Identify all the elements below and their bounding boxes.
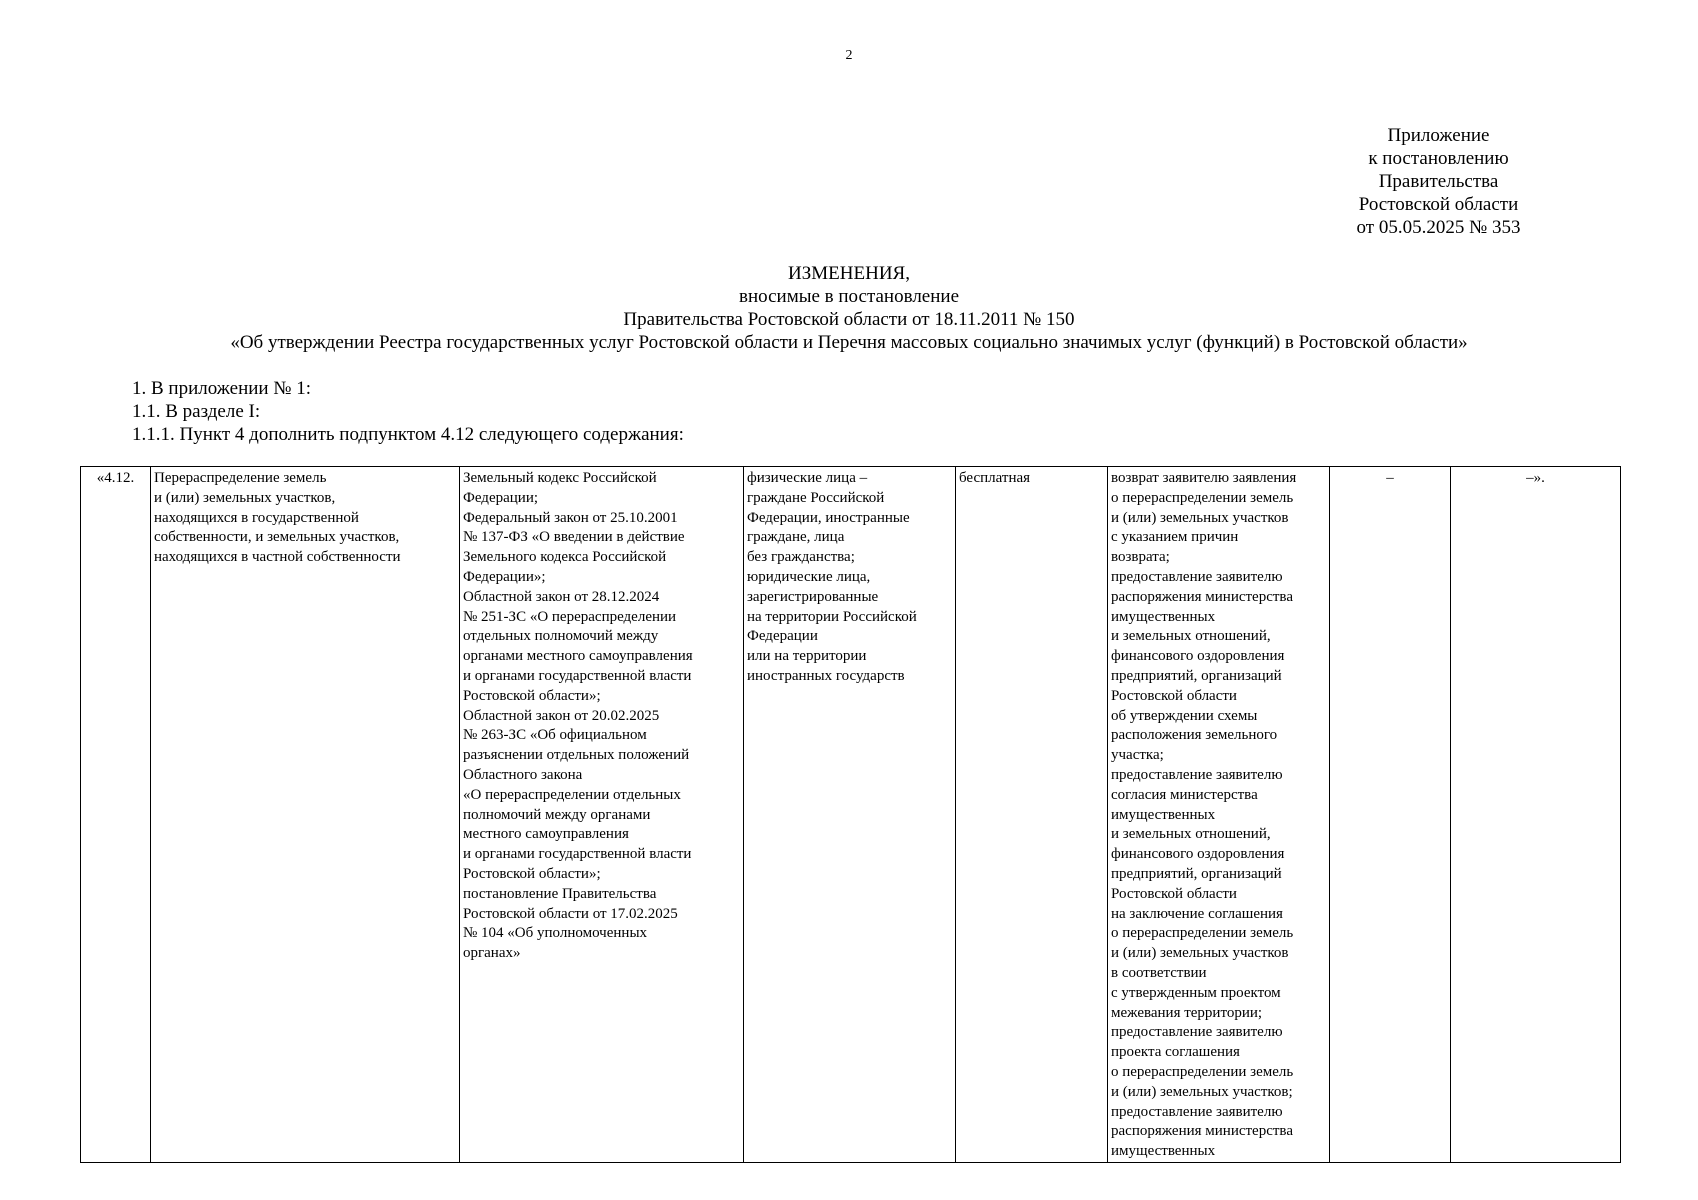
result-cell <box>1108 467 1330 1163</box>
line-list <box>747 469 952 687</box>
cell-text-line: и земельных отношений, <box>1111 628 1271 645</box>
cell-text-line: проекта соглашения <box>1111 1044 1240 1061</box>
cell-text-line: на заключение соглашения <box>1111 905 1283 922</box>
appendix-line: к постановлению <box>1368 148 1509 169</box>
appendix-line: Правительства <box>1378 171 1499 192</box>
cell-text-line: Земельный кодекс Российской <box>463 470 657 486</box>
cell-text-line: № 251-ЗС «О перераспределении <box>463 608 677 625</box>
cell-text-line: юридические лица, <box>747 568 871 585</box>
heading-line: Правительства Ростовской области от 18.11.2011 № 150 <box>623 309 1075 330</box>
cell-text-line: финансового оздоровления <box>1111 846 1285 863</box>
cell-text-line: и (или) земельных участков, <box>154 489 336 506</box>
cell-text-line: об утверждении схемы <box>1111 707 1258 724</box>
cell-text-line: отдельных полномочий между <box>463 628 659 645</box>
amendment-item: 1.1. В разделе I: <box>132 401 261 422</box>
cell-text-line: расположения земельного <box>1111 727 1278 744</box>
cell-text-line: и (или) земельных участков <box>1111 509 1289 526</box>
cell-text-line: Ростовской области»; <box>463 865 601 882</box>
appendix-block <box>1206 124 1526 239</box>
cell-text-line: находящихся в государственной <box>154 509 359 526</box>
cell-text-line: Областного закона <box>463 766 583 783</box>
cell-text-line: постановление Правительства <box>463 885 657 902</box>
appendix-line: Ростовской области <box>1358 194 1519 215</box>
cell-text-line: Земельного кодекса Российской <box>463 549 667 566</box>
cell-text-line: находящихся в частной собственности <box>154 549 401 566</box>
cell-text-line: возврата; <box>1111 549 1170 566</box>
cell-text-line: разъяснении отдельных положений <box>463 747 690 764</box>
cell-text-line: и (или) земельных участков; <box>1111 1083 1293 1100</box>
cell-text-line: «О перераспределении отдельных <box>463 786 681 803</box>
cell-text-line: и органами государственной власти <box>463 667 692 684</box>
page-number: 2 <box>845 48 853 63</box>
cell-text-line: Федерации, иностранные <box>747 509 910 526</box>
cell-text-line: финансового оздоровления <box>1111 648 1285 665</box>
heading-line: «Об утверждении Реестра государственных услуг Ростовской области и Перечня массовых социально значимых услуг (функций) в Ростовской области» <box>230 332 1468 353</box>
cell-text-line: Областной закон от 28.12.2024 <box>463 588 660 605</box>
fee-cell: бесплатная <box>956 467 1108 1163</box>
cell-text-line: участка; <box>1111 747 1164 764</box>
amendment-items <box>132 377 684 446</box>
cell-text-line: и земельных отношений, <box>1111 826 1271 843</box>
cell-text-line: предоставление заявителю <box>1111 568 1283 585</box>
table-row <box>81 467 1621 1163</box>
closing-dash-cell: –». <box>1451 467 1621 1163</box>
heading-title: ИЗМЕНЕНИЯ, <box>788 263 910 284</box>
cell-text-line: зарегистрированные <box>747 588 879 605</box>
cell-text-line: Перераспределение земель <box>154 470 327 486</box>
cell-text-line: имущественных <box>1111 806 1216 823</box>
cell-text-line: предприятий, организаций <box>1111 865 1282 882</box>
cell-text-line: № 263-ЗС «Об официальном <box>463 727 647 744</box>
cell-text-line: и органами государственной власти <box>463 846 692 863</box>
legal-basis-cell <box>460 467 744 1163</box>
cell-text-line: собственности, и земельных участков, <box>154 529 400 546</box>
cell-text-line: или на территории <box>747 648 867 665</box>
cell-text-line: согласия министерства <box>1111 786 1258 803</box>
cell-text-line: иностранных государств <box>747 667 905 684</box>
heading-line: вносимые в постановление <box>738 286 960 307</box>
cell-text-line: органами местного самоуправления <box>463 648 693 665</box>
line-list <box>463 469 740 964</box>
cell-text-line: № 137-ФЗ «О введении в действие <box>463 529 685 546</box>
cell-text-line: о перераспределении земель <box>1111 489 1294 506</box>
cell-text-line: с указанием причин <box>1111 529 1239 546</box>
appendix-line: Приложение <box>1387 125 1490 146</box>
cell-text-line: распоряжения министерства <box>1111 1123 1293 1140</box>
line-list <box>1111 469 1326 1162</box>
cell-text-line: распоряжения министерства <box>1111 588 1293 605</box>
cell-text-line: о перераспределении земель <box>1111 925 1294 942</box>
cell-text-line: местного самоуправления <box>463 826 629 843</box>
dash-cell: – <box>1330 467 1451 1163</box>
cell-text-line: Ростовской области от 17.02.2025 <box>463 905 678 922</box>
service-name-cell <box>151 467 460 1163</box>
applicants-cell <box>744 467 956 1163</box>
amendment-item: 1. В приложении № 1: <box>132 378 311 399</box>
cell-text-line: возврат заявителю заявления <box>1111 470 1297 486</box>
cell-text-line: Ростовской области»; <box>463 687 601 704</box>
document-heading <box>0 262 1698 354</box>
cell-text-line: без гражданства; <box>747 549 855 566</box>
cell-text-line: и (или) земельных участков <box>1111 945 1289 962</box>
changes-table <box>80 466 1621 1163</box>
cell-text-line: граждане Российской <box>747 489 885 506</box>
cell-text-line: имущественных <box>1111 608 1216 625</box>
cell-text-line: Федерации»; <box>463 568 546 585</box>
row-number-cell: «4.12. <box>81 467 151 1163</box>
cell-text-line: на территории Российской <box>747 608 917 625</box>
cell-text-line: полномочий между органами <box>463 806 651 823</box>
cell-text-line: предоставление заявителю <box>1111 1103 1283 1120</box>
cell-text-line: Федерации; <box>463 489 539 506</box>
amendment-item: 1.1.1. Пункт 4 дополнить подпунктом 4.12 следующего содержания: <box>132 424 684 445</box>
cell-text-line: Областной закон от 20.02.2025 <box>463 707 660 724</box>
cell-text-line: № 104 «Об уполномоченных <box>463 925 648 942</box>
cell-text-line: граждане, лица <box>747 529 845 546</box>
cell-text-line: межевания территории; <box>1111 1004 1263 1021</box>
cell-text-line: Федеральный закон от 25.10.2001 <box>463 509 678 526</box>
cell-text-line: имущественных <box>1111 1143 1216 1160</box>
cell-text-line: органах» <box>463 945 521 962</box>
cell-text-line: о перераспределении земель <box>1111 1063 1294 1080</box>
cell-text-line: Ростовской области <box>1111 687 1237 704</box>
cell-text-line: в соответствии <box>1111 964 1207 981</box>
cell-text-line: физические лица – <box>747 470 868 486</box>
cell-text-line: предоставление заявителю <box>1111 766 1283 783</box>
cell-text-line: Федерации <box>747 628 818 645</box>
line-list <box>154 469 456 568</box>
cell-text-line: Ростовской области <box>1111 885 1237 902</box>
cell-text-line: с утвержденным проектом <box>1111 984 1281 1001</box>
cell-text-line: предприятий, организаций <box>1111 667 1282 684</box>
appendix-line: от 05.05.2025 № 353 <box>1356 217 1521 238</box>
cell-text-line: предоставление заявителю <box>1111 1024 1283 1041</box>
